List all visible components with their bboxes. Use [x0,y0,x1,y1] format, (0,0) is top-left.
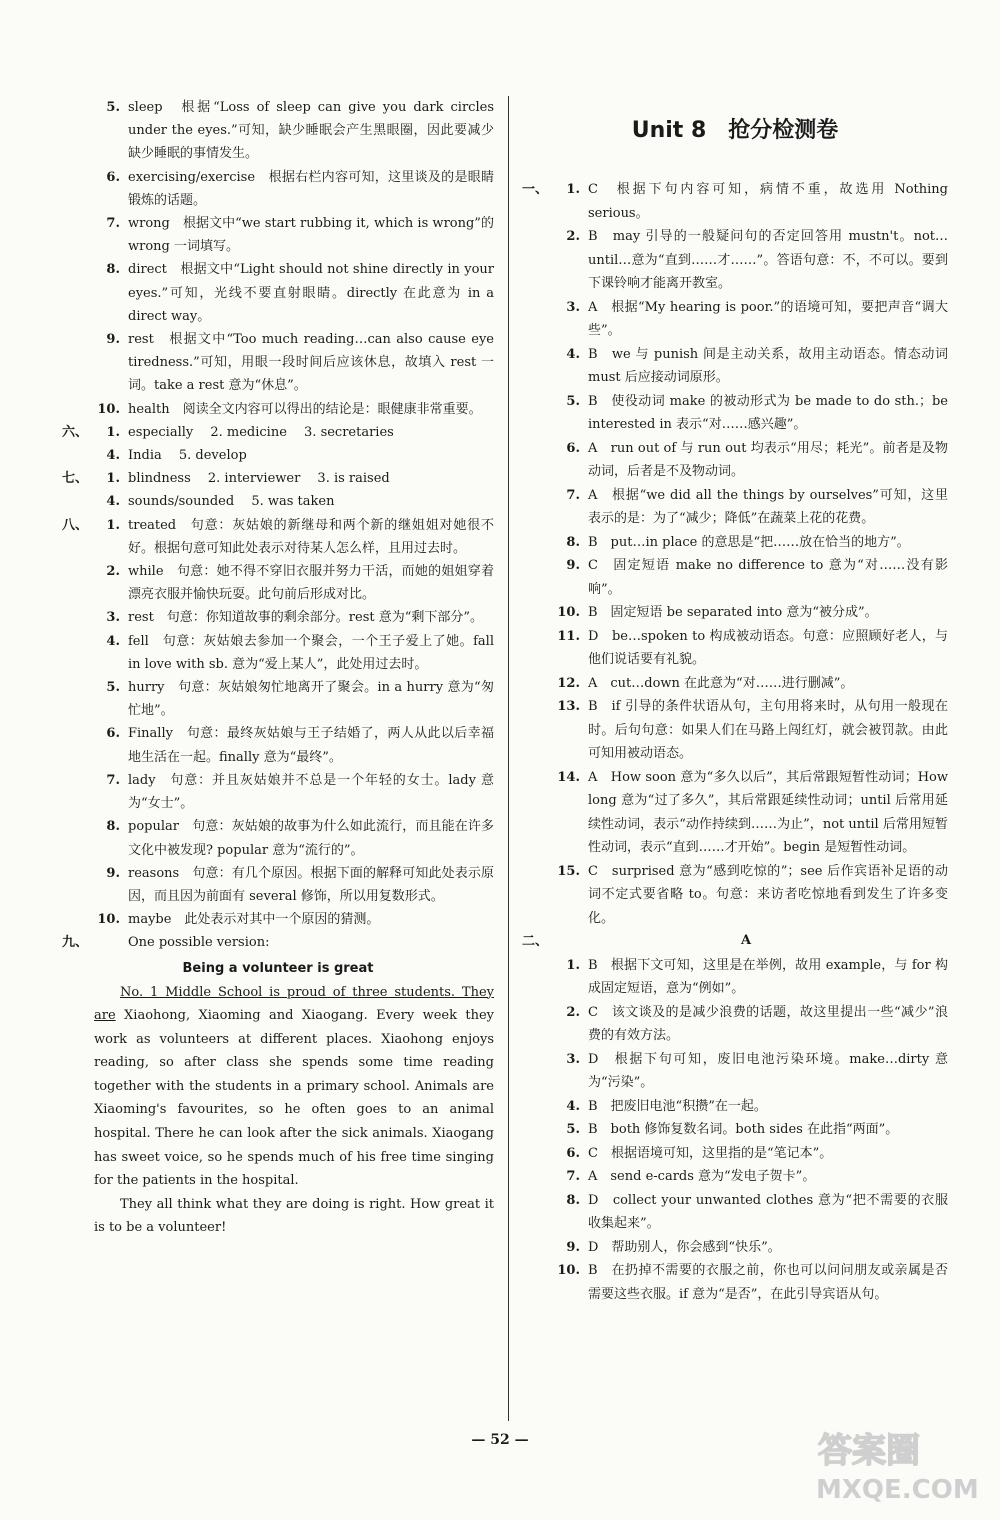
item-number: 4. [566,346,580,362]
answer-item [62,96,494,166]
answer-item [522,601,948,625]
answer-item [62,166,494,212]
essay-title: Being a volunteer is great [182,960,374,976]
item-number: 4. [106,448,120,464]
section-label [522,225,544,296]
answer-item [522,554,948,601]
topic-sentence: No. 1 Middle School is proud of three students. They are [94,984,494,1024]
item-text: India 5. develop [128,448,247,464]
answer-item [522,1165,948,1189]
item-number: 2. [566,229,580,244]
item-text: fell 句意：灰姑娘去参加一个聚会，一个王子爱上了她。fall in love with sb. 意为“爱上某人”，此处用过去时。 [128,633,494,672]
section-label [522,1189,544,1236]
section-label [522,860,544,931]
answer-item [62,908,494,931]
item-text: B we 与 punish 间是主动关系，故用主动语态。情态动词 must 后应接动词原形。 [588,346,948,385]
section-label [62,630,84,676]
item-number: 1. [566,957,580,973]
answer-item [62,815,494,861]
section-label [522,1118,544,1142]
item-number: 5. [106,100,120,115]
item-number: 8. [106,819,120,835]
item-number: 6. [566,440,580,456]
item-text: wrong 根据文中“we start rubbing it, which is wrong”的 wrong 一词填写。 [128,216,494,255]
section-label [62,862,84,908]
section-two-answers [522,954,948,1307]
section-label [62,560,84,606]
item-text: treated 句意：灰姑娘的新继母和两个新的继姐姐对她很不好。根据句意可知此处表示对待某人怎么样，且用过去时。 [128,517,494,556]
section-label [522,695,544,766]
answer-item [62,862,494,908]
section-label [522,1048,544,1095]
page-number: — 52 — [471,1432,529,1448]
item-number: 13. [557,699,580,714]
item-text: direct 根据文中“Light should not shine directly in your eyes.”可知，光线不要直射眼睛。directly 在此意为 in a direct way。 [128,262,494,324]
item-text: A 根据“My hearing is poor.”的语境可知，要把声音“调大些”。 [588,299,948,338]
item-text: B 固定短语 be separated into 意为“被分成”。 [588,605,878,620]
answer-item [522,672,948,696]
answer-item [62,560,494,606]
item-text: C surprised 意为“感到吃惊的”；see 后作宾语补足语的动词不定式要省略 to。句意：来访者吃惊地看到发生了许多变化。 [588,863,948,926]
answer-item [522,766,948,860]
item-number: 9. [566,1239,580,1255]
item-text: B 把废旧电池“积攒”在一起。 [588,1098,767,1114]
item-number: 7. [566,487,580,503]
answer-item [62,769,494,815]
item-text: B 在扔掉不需要的衣服之前，你也可以问问朋友或亲属是否需要这些衣服。if 意为“是否”，在此引导宾语从句。 [588,1263,948,1302]
item-number: 5. [106,680,120,696]
item-text: A cut…down 在此意为“对……进行删减”。 [588,675,854,691]
item-number: 9. [566,558,580,573]
section-label [62,258,84,328]
answer-item [62,630,494,676]
item-text: sleep 根据“Loss of sleep can give you dark circles under the eyes.”可知，缺少睡眠会产生黑眼圈，因此要减少缺少睡眠的事情发生。 [128,100,494,162]
unit-title: Unit 8 抢分检测卷 [631,118,839,143]
item-number: 1. [106,471,120,487]
answer-item [522,484,948,531]
item-text: B 根据下文可知，这里是在举例，故用 example，与 for 构成固定短语，意为“例如”。 [588,957,948,996]
section-label [522,531,544,555]
item-number: 4. [106,494,120,510]
answer-item [522,1048,948,1095]
section-two-header [522,930,948,954]
item-text: B put…in place 的意思是“把……放在恰当的地方”。 [588,534,910,550]
item-number: 10. [97,401,120,417]
answer-item [522,1095,948,1119]
section-label [522,1001,544,1048]
svg-text:答案圈: 答案圈 [818,1431,920,1471]
item-text: C 固定短语 make no difference to 意为“对……没有影响”。 [588,558,948,597]
item-text: maybe 此处表示对其中一个原因的猜测。 [128,912,380,928]
answer-item [522,1259,948,1306]
section-label [62,166,84,212]
item-number: 1. [106,424,120,440]
item-text: D be…spoken to 构成被动语态。句意：应照顾好老人，与他们说话要有礼貌。 [588,628,948,667]
answer-item [522,695,948,766]
section-label [62,676,84,722]
answer-item [522,531,948,555]
item-text: C 根据下句内容可知，病情不重，故选用 Nothing serious。 [588,182,948,221]
section-label [62,769,84,815]
answer-item [62,490,494,513]
section-label [62,490,84,513]
answer-item [62,467,494,490]
item-number: 10. [97,912,120,928]
answer-item [522,437,948,484]
section-label: 七、 [62,471,89,487]
item-text: D collect your unwanted clothes 意为“把不需要的衣服收集起来”。 [588,1192,948,1231]
item-number: 9. [106,332,120,348]
item-number: 2. [566,1004,580,1020]
answer-item [522,954,948,1001]
section-label [522,296,544,343]
section-label [522,390,544,437]
section-label [62,328,84,398]
section-label [62,908,84,931]
item-number [84,931,128,954]
answer-item [522,1118,948,1142]
item-text: Finally 句意：最终灰姑娘与王子结婚了，两人从此以后幸福地生活在一起。finally 意为“最终”。 [128,726,494,765]
answer-item [522,1001,948,1048]
item-number: 11. [557,628,580,644]
item-number: 8. [106,262,120,278]
answer-item [522,1236,948,1260]
item-number: 10. [557,1263,580,1278]
section-label [522,625,544,672]
section-label [62,815,84,861]
passage-heading: A [740,933,752,948]
answer-item [522,390,948,437]
answer-item [62,398,494,421]
item-number: 6. [566,1145,580,1161]
item-number: 7. [566,1169,580,1184]
item-text: reasons 句意：有几个原因。根据下面的解释可知此处表示原因，而且因为前面有 several 修饰，所以用复数形式。 [128,865,494,904]
section-label: 八、 [62,517,89,533]
item-text: D 根据下句可知，废旧电池污染环境。make…dirty 意为“污染”。 [588,1051,948,1090]
item-text: B both 修饰复数名词。both sides 在此指“两面”。 [588,1122,899,1137]
section-label [522,343,544,390]
item-number: 6. [106,169,120,185]
answer-item [62,514,494,560]
item-text: B may 引导的一般疑问句的否定回答用 mustn't。not…until…意为“直到……才……”。答语句意：不，不可以。要到下课铃响才能离开教室。 [588,229,948,291]
section-label [522,554,544,601]
item-text: D 帮助别人，你会感到“快乐”。 [588,1239,781,1255]
section-label [522,954,544,1001]
watermark-logo [812,1426,982,1506]
item-number: 5. [566,1122,580,1137]
left-column [62,96,494,1240]
item-text: One possible version: [128,935,270,951]
section-label [522,601,544,625]
answer-item [522,178,948,225]
answer-item [62,212,494,258]
answer-item [62,606,494,629]
item-text: rest 句意：你知道故事的剩余部分。rest 意为“剩下部分”。 [128,610,484,626]
section-label: 二、 [522,934,549,949]
section-label [62,96,84,166]
section-label [62,606,84,629]
section-label [522,1236,544,1260]
item-number: 5. [566,393,580,409]
section-label [62,722,84,768]
item-text: lady 句意：并且灰姑娘并不总是一个年轻的女士。lady 意为“女士”。 [128,772,494,812]
item-number: 4. [566,1098,580,1114]
answer-item [62,722,494,768]
answer-item [522,860,948,931]
item-number: 8. [566,534,580,550]
answer-item [62,258,494,328]
section-label [522,484,544,531]
item-text: exercising/exercise 根据右栏内容可知，这里谈及的是眼睛锻炼的话题。 [128,169,494,208]
section-label: 九、 [62,935,89,951]
item-number: 3. [106,610,120,626]
section-label [522,672,544,696]
section-one-answers [522,178,948,930]
item-number: 7. [106,216,120,232]
section-label: 一、 [522,182,549,197]
answer-item [522,296,948,343]
item-number: 4. [106,633,120,649]
item-text: C 该文谈及的是减少浪费的话题，故这里提出一些“减少”浪费的有效方法。 [588,1004,948,1043]
item-number: 8. [566,1192,580,1208]
item-number: 10. [557,605,580,620]
paragraph-body: Xiaohong, Xiaoming and Xiaogang. Every week they work as volunteers at different places. Xiaohong enjoys reading, so after class she spends some time reading together with the students in a primary school. Animals are Xiaoming's favourites, so he often goes to an animal hospital. There he can look after the sick animals. Xiaogang has sweet voice, so he spends much of his free time singing for the patients in the hospital. [94,1008,494,1189]
item-number: 3. [566,1051,580,1067]
section-label [62,212,84,258]
section-label [522,1259,544,1306]
answer-item [62,676,494,722]
item-number: 1. [566,182,580,197]
item-number: 12. [557,675,580,691]
item-text: blindness 2. interviewer 3. is raised [128,471,390,487]
item-text: especially 2. medicine 3. secretaries [128,424,394,440]
answer-item [62,931,494,954]
essay-paragraph [94,981,494,1193]
item-number: 15. [557,863,580,879]
item-text: sounds/sounded 5. was taken [128,494,335,510]
section-label [522,1142,544,1166]
item-number: 14. [557,769,580,785]
item-text: popular 句意：灰姑娘的故事为什么如此流行，而且能在许多文化中被发现? popular 意为“流行的”。 [128,819,494,858]
answer-item [522,625,948,672]
item-text: rest 根据文中“Too much reading…can also cause eye tiredness.”可知，用眼一段时间后应该休息，故填入 rest 一词。take a rest 意为“休息”。 [128,332,494,394]
item-text: hurry 句意：灰姑娘匆忙地离开了聚会。in a hurry 意为“匆忙地”。 [128,680,494,719]
item-text: A run out of 与 run out 均表示“用尽；耗光”。前者是及物动词，后者是不及物动词。 [588,440,948,479]
section-label [522,766,544,860]
section-label [62,398,84,421]
answer-item [522,343,948,390]
section-label: 六、 [62,424,89,440]
section-label [522,437,544,484]
item-text: while 句意：她不得不穿旧衣服并努力干活，而她的姐姐穿着漂亮衣服并愉快玩耍。此句前后形成对比。 [128,564,494,603]
svg-text:MXQE.COM: MXQE.COM [816,1475,979,1505]
answer-item [62,444,494,467]
essay-paragraph: They all think what they are doing is right. How great it is to be a volunteer! [94,1196,494,1236]
right-column [522,96,948,1306]
item-text: health 阅读全文内容可以得出的结论是：眼健康非常重要。 [128,401,482,417]
item-text: B 使役动词 make 的被动形式为 be made to do sth.；be interested in 表示“对……感兴趣”。 [588,393,948,432]
section-label [522,1095,544,1119]
item-text: A How soon 意为“多久以后”，其后常跟短暂性动词；How long 意为“过了多久”，其后常跟延续性动词；until 后常用延续性动词，表示“动作持续到……为止”，not until 后常用短暂性动词，表示“直到……才开始”。begin 是短暂性动词。 [588,769,948,855]
item-text: A 根据“we did all the things by ourselves”可知，这里表示的是：为了“减少；降低”在蔬菜上花的花费。 [588,487,948,526]
item-number: 3. [566,299,580,315]
section-label [522,1165,544,1189]
column-divider [508,96,509,1421]
answer-item [522,1189,948,1236]
item-number: 6. [106,726,120,742]
item-number: 2. [106,564,120,580]
item-text: C 根据语境可知，这里指的是“笔记本”。 [588,1145,833,1161]
item-text: A send e-cards 意为“发电子贺卡”。 [588,1169,816,1184]
answer-item [522,1142,948,1166]
item-text: B if 引导的条件状语从句，主句用将来时，从句用一般现在时。后句句意：如果人们在马路上闯红灯，就会被罚款。由此可知用被动语态。 [588,699,948,761]
item-number: 1. [106,517,120,533]
item-number: 7. [106,772,120,788]
section-label [62,444,84,467]
item-number: 9. [106,865,120,881]
answer-item [522,225,948,296]
answer-item [62,328,494,398]
answer-item [62,421,494,444]
